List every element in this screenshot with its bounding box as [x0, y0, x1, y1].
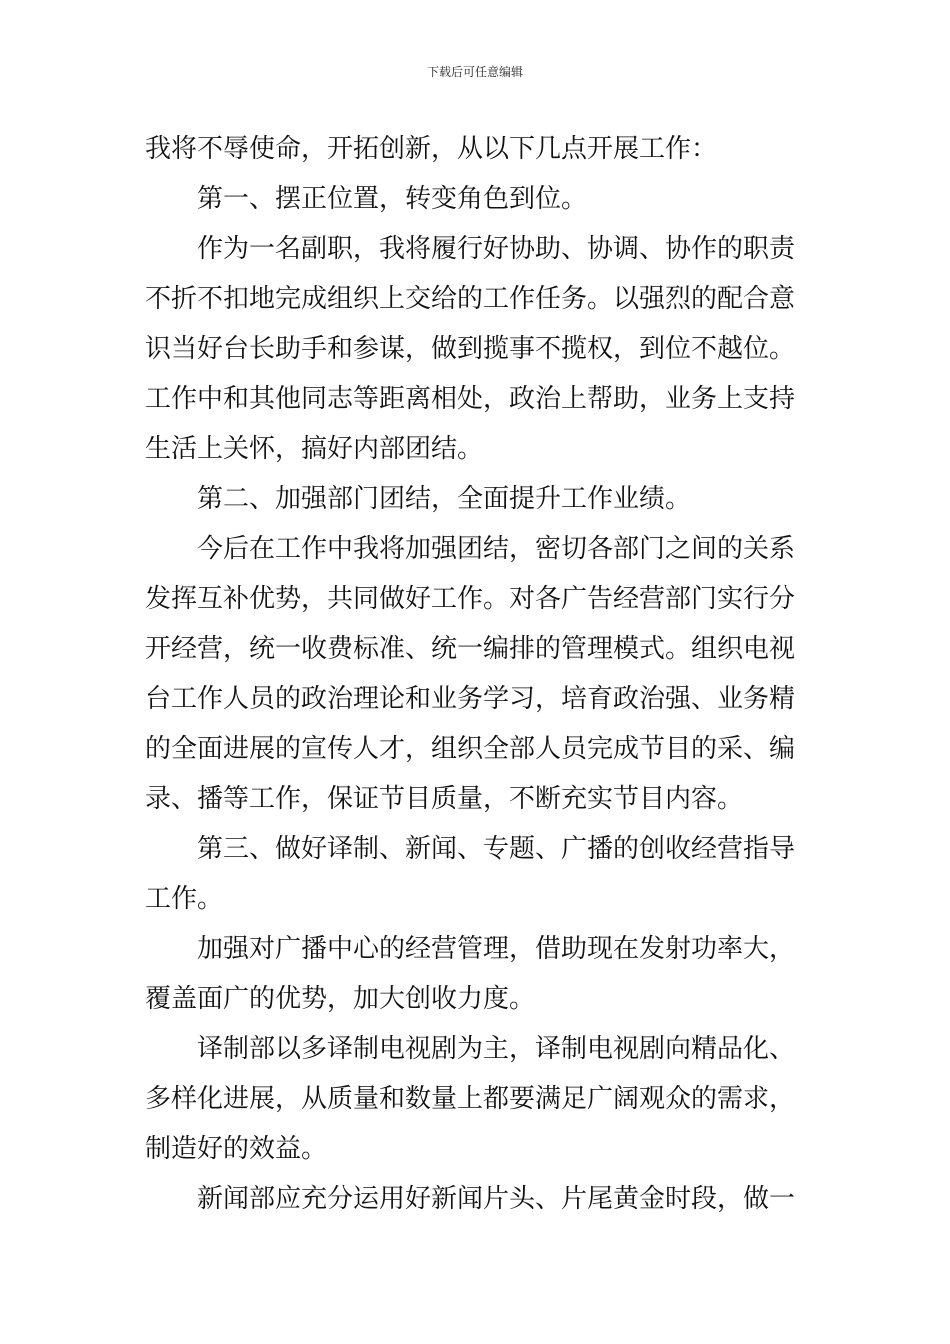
text-line: 台工作人员的政治理论和业务学习，培育政治强、业务精 [145, 684, 796, 714]
text-line: 第三、做好译制、新闻、专题、广播的创收经营指导 [197, 834, 796, 864]
text-line: 作为一名副职，我将履行好协助、协调、协作的职责 [197, 234, 796, 264]
text-line: 我将不辱使命，开拓创新，从以下几点开展工作： [145, 134, 718, 164]
text-line: 译制部以多译制电视剧为主，译制电视剧向精品化、 [197, 1034, 796, 1064]
text-line: 工作。 [145, 884, 224, 914]
text-line: 开经营，统一收费标准、统一编排的管理模式。组织电视 [145, 634, 796, 664]
text-line: 工作中和其他同志等距离相处，政治上帮助，业务上支持 [145, 384, 796, 414]
document-body [145, 124, 810, 1224]
text-line: 制造好的效益。 [145, 1134, 328, 1164]
page-header: 下载后可任意编辑 [426, 65, 523, 79]
text-line: 发挥互补优势，共同做好工作。对各广告经营部门实行分 [145, 584, 796, 614]
text-line: 生活上关怀，搞好内部团结。 [145, 434, 484, 464]
text-line: 多样化进展，从质量和数量上都要满足广阔观众的需求， [145, 1084, 796, 1114]
text-line: 加强对广播中心的经营管理，借助现在发射功率大， [197, 934, 796, 964]
text-line: 不折不扣地完成组织上交给的工作任务。以强烈的配合意 [145, 284, 796, 314]
text-line: 覆盖面广的优势，加大创收力度。 [145, 984, 536, 1014]
text-line: 新闻部应充分运用好新闻片头、片尾黄金时段，做一 [197, 1184, 796, 1214]
text-line: 识当好台长助手和参谋，做到揽事不揽权，到位不越位。 [145, 334, 796, 364]
text-line: 第一、摆正位置，转变角色到位。 [197, 184, 588, 214]
text-line: 今后在工作中我将加强团结，密切各部门之间的关系 [197, 534, 796, 564]
text-line: 录、播等工作，保证节目质量，不断充实节目内容。 [145, 784, 744, 814]
text-line: 第二、加强部门团结，全面提升工作业绩。 [197, 484, 692, 514]
text-line: 的全面进展的宣传人才，组织全部人员完成节目的采、编 [145, 734, 796, 764]
